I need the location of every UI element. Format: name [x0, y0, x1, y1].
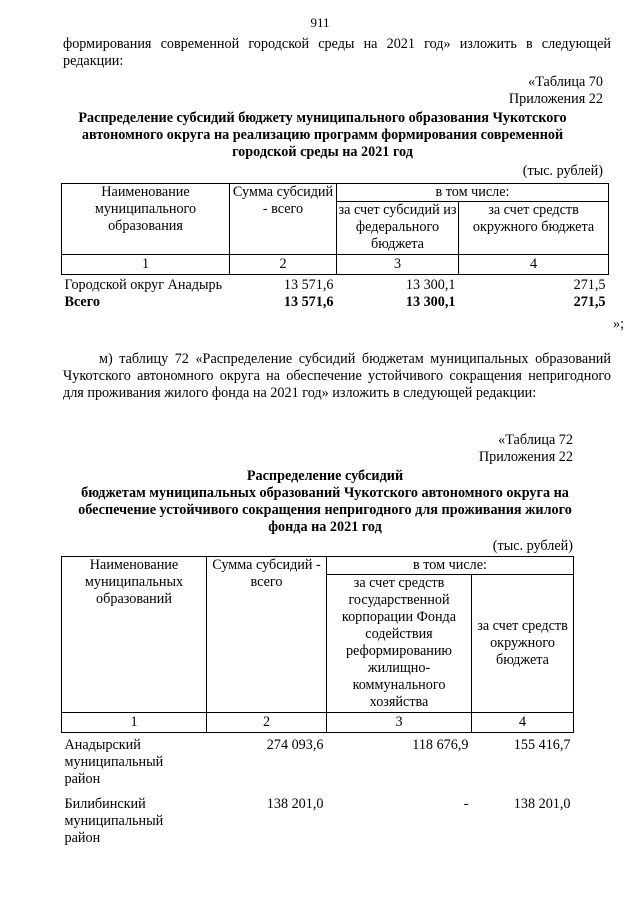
- table72-row-district: 138 201,0: [513, 796, 571, 812]
- table72-title: [60, 468, 590, 536]
- table72-row: [62, 788, 574, 847]
- table70-header-name: Наименование муниципального образования: [62, 184, 230, 255]
- table70-row-district: 271,5: [573, 277, 606, 293]
- table70: [61, 183, 609, 311]
- table70-header-including: в том числе:: [337, 184, 609, 202]
- table72-header-including: в том числе:: [327, 557, 574, 575]
- table72-header-total: Сумма субсидий - всего: [207, 557, 327, 713]
- table70-label: [303, 74, 603, 108]
- table72-col-number: 3: [327, 713, 472, 733]
- table72-label-line1: «Таблица 72: [498, 432, 573, 448]
- table72-row-total: 138 201,0: [266, 796, 324, 812]
- table72-header-district: за счет средств окружного бюджета: [472, 575, 574, 713]
- table70-label-line1: «Таблица 70: [528, 74, 603, 90]
- table72-row-fund: 118 676,9: [412, 737, 469, 753]
- table70-row-total: 13 571,6: [283, 277, 334, 293]
- table72-col-number: 4: [472, 713, 574, 733]
- table70-row-federal: 13 300,1: [405, 277, 456, 293]
- table72-row-name: Анадырский муниципальный район: [64, 737, 164, 787]
- table72-row-district: 155 416,7: [513, 737, 571, 753]
- table72-col-number: 2: [207, 713, 327, 733]
- table72-label-line2: Приложения 22: [478, 449, 573, 465]
- table70-units: (тыс. рублей): [522, 163, 603, 179]
- paragraph-m: м) таблицу 72 «Распределение субсидий бюджетам муниципальных образований Чукотского автономного округа на обеспечение устойчивого сокращения непригодного для проживания жилого фонда на 2021 год» изложить в следующей редакции:: [63, 351, 611, 401]
- table70-total-name: Всего: [64, 294, 100, 310]
- table70-total-total: 13 571,6: [283, 294, 334, 310]
- table70-row-name: Городской округ Анадырь: [64, 277, 223, 293]
- table70-label-line2: Приложения 22: [508, 91, 603, 107]
- table72-header-name: Наименование муниципальных образований: [62, 557, 207, 713]
- table72-header-fund: за счет средств государственной корпорации Фонда содействия реформированию жилищно-коммунального хозяйства: [327, 575, 472, 713]
- table70-total-row: [62, 294, 609, 311]
- table70-header-district: за счет средств окружного бюджета: [459, 202, 609, 255]
- table70-col-number: 4: [459, 255, 609, 275]
- table72-units: (тыс. рублей): [492, 538, 573, 554]
- intro-paragraph: формирования современной городской среды на 2021 год» изложить в следующей редакции:: [63, 36, 611, 69]
- table70-total-federal: 13 300,1: [405, 294, 456, 310]
- table72-col-number: 1: [62, 713, 207, 733]
- table72-row-name: Билибинский муниципальный район: [64, 796, 164, 846]
- table72-row: [62, 733, 574, 789]
- table70-col-number: 2: [230, 255, 337, 275]
- table72-label: [273, 432, 573, 466]
- table70-header-federal: за счет субсидий из федерального бюджета: [337, 202, 459, 255]
- table72-title-rest: бюджетам муниципальных образований Чукотского автономного округа на обеспечение устойчивого сокращения непригодного для проживания жилого фонда на 2021 год: [78, 485, 572, 535]
- table72-row-total: 274 093,6: [266, 737, 324, 753]
- table72: [61, 556, 574, 847]
- table70-row: [62, 275, 609, 295]
- table72-row-fund: -: [463, 796, 469, 812]
- table70-header-total: Сумма субсидий - всего: [230, 184, 337, 255]
- table70-col-number: 1: [62, 255, 230, 275]
- table70-closing-quote: »;: [613, 316, 625, 332]
- table70-title: Распределение субсидий бюджету муниципального образования Чукотского автономного округа на реализацию программ формирования современной городской среды на 2021 год: [78, 110, 567, 160]
- page-number: 911: [310, 15, 330, 30]
- table70-col-number: 3: [337, 255, 459, 275]
- table72-title-line1: Распределение субсидий: [246, 468, 404, 484]
- table70-total-district: 271,5: [573, 294, 606, 310]
